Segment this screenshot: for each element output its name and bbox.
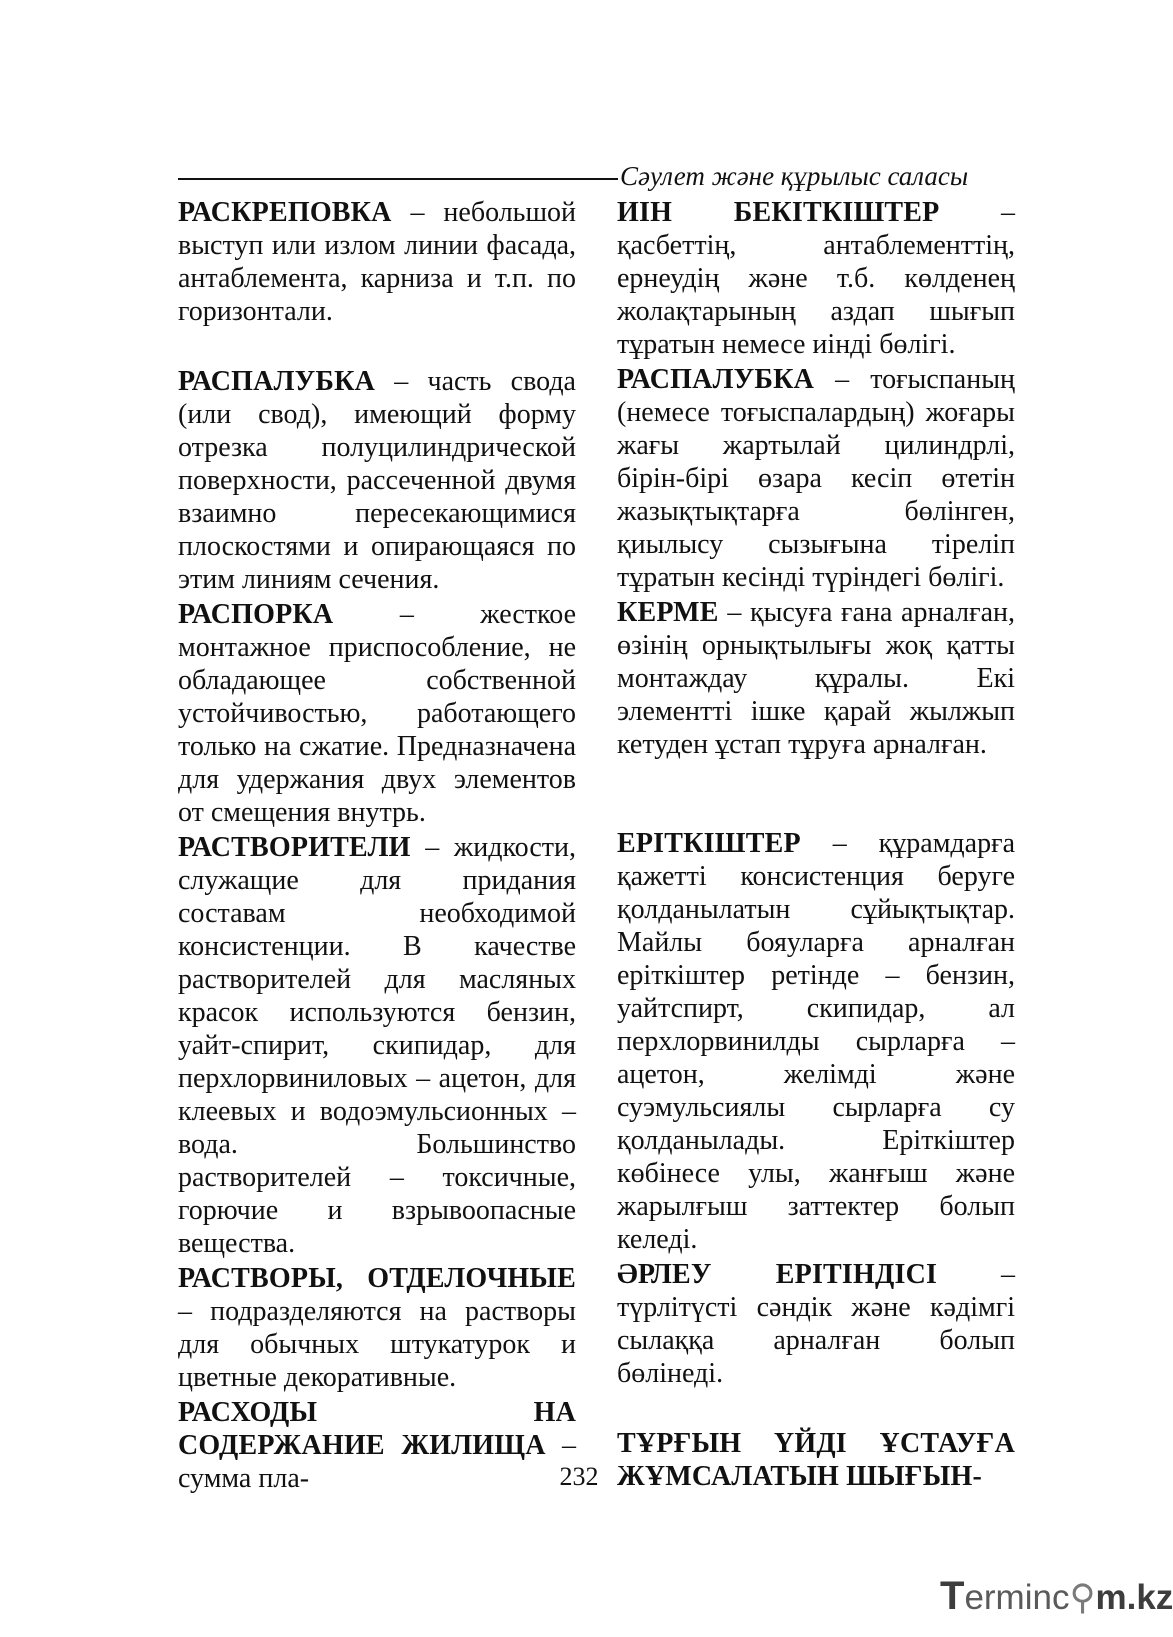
running-header-title: Сәулет және құрылыс саласы — [620, 161, 969, 191]
entry-term: РАСХОДЫ НА СОДЕРЖАНИЕ ЖИЛИЩА — [178, 1397, 576, 1461]
entry-term: РАСПАЛУБКА — [617, 364, 815, 395]
entry-right-2 — [617, 596, 1015, 761]
entry-left-0 — [178, 196, 576, 328]
entry-definition: – тоғыспаның (немесе тоғыспалардың) жоғары жағы жартылай цилиндрлі, бірін-бірі өзара кесіп өтетін жазықтықтарға бөлінген, қиылысу сызығына тіреліп тұратын кесінді түріндегі бөлігі. — [617, 364, 1015, 593]
entry-right-3 — [617, 827, 1015, 1256]
entry-definition: – небольшой выступ или излом линии фасада, антаблемента, карниза и т.п. по горизонтали. — [178, 197, 576, 327]
entry-definition: – сумма пла- — [178, 1430, 576, 1494]
page-number: 232 — [559, 1462, 599, 1491]
entry-term: КЕРМЕ — [617, 597, 719, 628]
entry-term: РАСТВОРЫ, ОТДЕЛОЧНЫЕ — [178, 1263, 576, 1294]
watermark-letter-t: T — [940, 1574, 965, 1618]
entry-left-3 — [178, 831, 576, 1260]
left-column — [178, 196, 576, 1495]
entry-definition: – подразделяются на растворы для обычных штукатурок и цветные декоративные. — [178, 1296, 576, 1393]
entry-right-0 — [617, 196, 1015, 361]
entry-definition: – жидкости, служащие для придания составам необходимой консистенции. В качестве растворителей для масляных красок используются бензин, уайт-спирит, скипидар, для перхлорвиниловых – ацетон, для клеевых и водоэмульсионных – вода. Большинство растворителей – токсичные, горючие и взрывоопасные вещества. — [178, 832, 576, 1259]
entry-left-1 — [178, 365, 576, 596]
entry-definition: – часть свода (или свод), имеющий форму отрезка полуцилиндрической поверхности, рассеченной двумя взаимно пересекающимися плоскостями и опирающаяся по этим линиям сечения. — [178, 366, 576, 595]
termincom-watermark-logo — [940, 1574, 1173, 1619]
entry-term: РАСПОРКА — [178, 599, 334, 630]
watermark-text-erminc: erminc — [964, 1578, 1070, 1617]
entry-left-2 — [178, 598, 576, 829]
entry-right-4 — [617, 1258, 1015, 1390]
entry-term: РАСКРЕПОВКА — [178, 197, 392, 228]
entry-term: ТҰРҒЫН ҮЙДІ ҰСТАУҒА ЖҰМСАЛАТЫН ШЫҒЫН- — [617, 1428, 1015, 1492]
entry-term: ЕРІТКІШТЕР — [617, 828, 801, 859]
right-column — [617, 196, 1015, 1493]
entry-term: ӘРЛЕУ ЕРІТІНДІСІ — [617, 1259, 938, 1290]
entry-definition: – құрамдарға қажетті консистенция беруге қолданылатын сұйықтықтар. Майлы бояуларға арналған еріткіштер ретінде – бензин, уайтспирт, скипидар, ал перхлорвинилды сырларға – ацетон, желімді және суэмульсиялы сырларға су қолданылады. Еріткіштер көбінесе улы, жанғыш және жарылғыш заттектер болып келеді. — [617, 828, 1015, 1255]
entry-definition: – түрлітүсті сәндік және кәдімгі сылаққа арналған болып бөлінеді. — [617, 1259, 1015, 1389]
header-rule — [178, 178, 618, 180]
entry-definition: – қасбеттің, антаблементтің, ернеудің және т.б. көлденең жолақтарының аздап шығып тұратын немесе иінді бөлігі. — [617, 197, 1016, 360]
magnifier-icon: ⚲ — [1069, 1578, 1096, 1617]
entry-right-1 — [617, 363, 1015, 594]
entry-term: РАСПАЛУБКА — [178, 366, 376, 397]
entry-definition: – жесткое монтажное приспособление, не обладающее собственной устойчивостью, работающего только на сжатие. Предназначена для удержания двух элементов от смещения внутрь. — [178, 599, 576, 828]
watermark-text-domain: m.kz — [1095, 1578, 1173, 1617]
entry-left-4 — [178, 1262, 576, 1394]
entry-definition: – қысуға ғана арналған, өзінің орнықтылығы жоқ қатты монтаждау құралы. Екі элементті ішке қарай жылжып кетуден ұстап тұруға арналған. — [617, 597, 1015, 760]
entry-term: РАСТВОРИТЕЛИ — [178, 832, 411, 863]
entry-term: ИІН БЕКІТКІШТЕР — [617, 197, 940, 228]
